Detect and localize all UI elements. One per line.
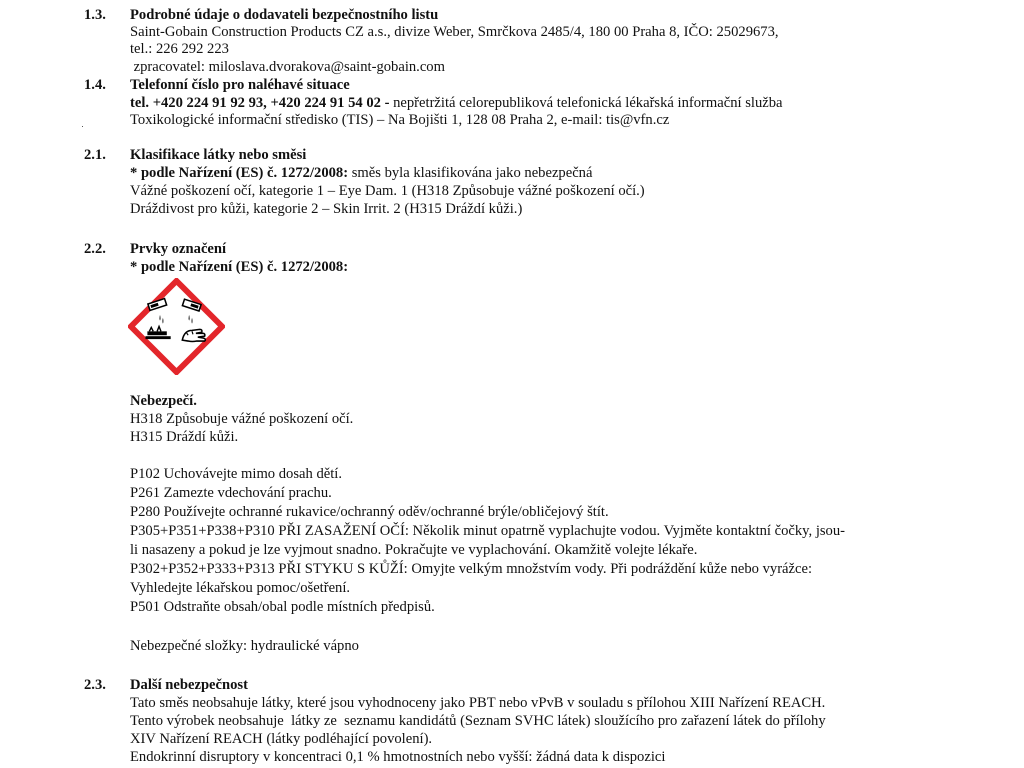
- precaution-p261: P261 Zamezte vdechování prachu.: [130, 485, 332, 501]
- emergency-phone-line: [130, 95, 783, 112]
- other-hazards-endocrine: Endokrinní disruptory v koncentraci 0,1 % hmotnostních nebo vyšší: žádná data k dispozici: [130, 749, 666, 765]
- stray-dot: [82, 126, 83, 127]
- classification-result: směs byla klasifikována jako nebezpečná: [348, 165, 593, 181]
- hazard-statement-h318: H318 Způsobuje vážné poškození očí.: [130, 411, 354, 427]
- precaution-p305-line2: li nasazeny a pokud je lze vyjmout snadno. Pokračujte ve vyplachování. Okamžitě volejte lékaře.: [130, 542, 698, 558]
- section-number-2-1: 2.1.: [84, 147, 106, 163]
- hazardous-components: Nebezpečné složky: hydraulické vápno: [130, 638, 359, 654]
- other-hazards-svhc-line2: XIV Nařízení REACH (látky podléhající povolení).: [130, 731, 433, 747]
- section-title-emergency-phone: Telefonní číslo pro naléhavé situace: [130, 77, 350, 93]
- emergency-phone-description: nepřetržitá celorepubliková telefonická lékařská informační služba: [389, 95, 783, 111]
- classification-regulation-line: [130, 165, 592, 182]
- other-hazards-pbt: Tato směs neobsahuje látky, které jsou vyhodnoceny jako PBT nebo vPvB v souladu s přílohou XIII Nařízení REACH.: [130, 695, 826, 711]
- section-number-1-3: 1.3.: [84, 7, 106, 23]
- precaution-p302-line2: Vyhledejte lékařskou pomoc/ošetření.: [130, 580, 351, 596]
- section-title-classification: Klasifikace látky nebo směsi: [130, 147, 307, 163]
- section-title-supplier: Podrobné údaje o dodavateli bezpečnostního listu: [130, 7, 439, 23]
- section-number-2-3: 2.3.: [84, 677, 106, 693]
- section-number-2-2: 2.2.: [84, 241, 106, 257]
- precaution-p305-line1: P305+P351+P338+P310 PŘI ZASAŽENÍ OČÍ: Několik minut opatrně vyplachujte vodou. Vyjměte kontaktní čočky, jsou-: [130, 523, 846, 539]
- supplier-address: Saint-Gobain Construction Products CZ a.s., divize Weber, Smrčkova 2485/4, 180 00 Praha 8, IČO: 25029673,: [130, 24, 779, 40]
- precaution-p102: P102 Uchovávejte mimo dosah dětí.: [130, 466, 342, 482]
- label-regulation: * podle Nařízení (ES) č. 1272/2008:: [130, 259, 349, 275]
- classification-skin-irritation: Dráždivost pro kůži, kategorie 2 – Skin Irrit. 2 (H315 Dráždí kůži.): [130, 201, 523, 217]
- section-title-other-hazards: Další nebezpečnost: [130, 677, 248, 693]
- precaution-p302-line1: P302+P352+P333+P313 PŘI STYKU S KŮŽÍ: Omyjte velkým množstvím vody. Při podráždění kůže nebo vyrážce:: [130, 561, 813, 577]
- emergency-phone-numbers: tel. +420 224 91 92 93, +420 224 91 54 02 -: [130, 95, 390, 111]
- toxicology-center: Toxikologické informační středisko (TIS) – Na Bojišti 1, 128 08 Praha 2, e-mail: tis@vfn.cz: [130, 112, 670, 128]
- precaution-p501: P501 Odstraňte obsah/obal podle místních předpisů.: [130, 599, 435, 615]
- classification-eye-damage: Vážné poškození očí, kategorie 1 – Eye Dam. 1 (H318 Způsobuje vážné poškození očí.): [130, 183, 645, 199]
- classification-regulation: * podle Nařízení (ES) č. 1272/2008:: [130, 165, 349, 181]
- section-title-label-elements: Prvky označení: [130, 241, 227, 257]
- precaution-p280: P280 Používejte ochranné rukavice/ochranný oděv/ochranné brýle/obličejový štít.: [130, 504, 609, 520]
- hazard-statement-h315: H315 Dráždí kůži.: [130, 429, 239, 445]
- signal-word: Nebezpečí.: [130, 393, 197, 409]
- supplier-email: zpracovatel: miloslava.dvorakova@saint-gobain.com: [130, 59, 445, 75]
- other-hazards-svhc-line1: Tento výrobek neobsahuje látky ze seznamu kandidátů (Seznam SVHC látek) sloužícího pro zařazení látek do přílohy: [130, 713, 826, 729]
- section-number-1-4: 1.4.: [84, 77, 106, 93]
- ghs05-corrosion-icon: [128, 278, 225, 375]
- supplier-phone: tel.: 226 292 223: [130, 41, 229, 57]
